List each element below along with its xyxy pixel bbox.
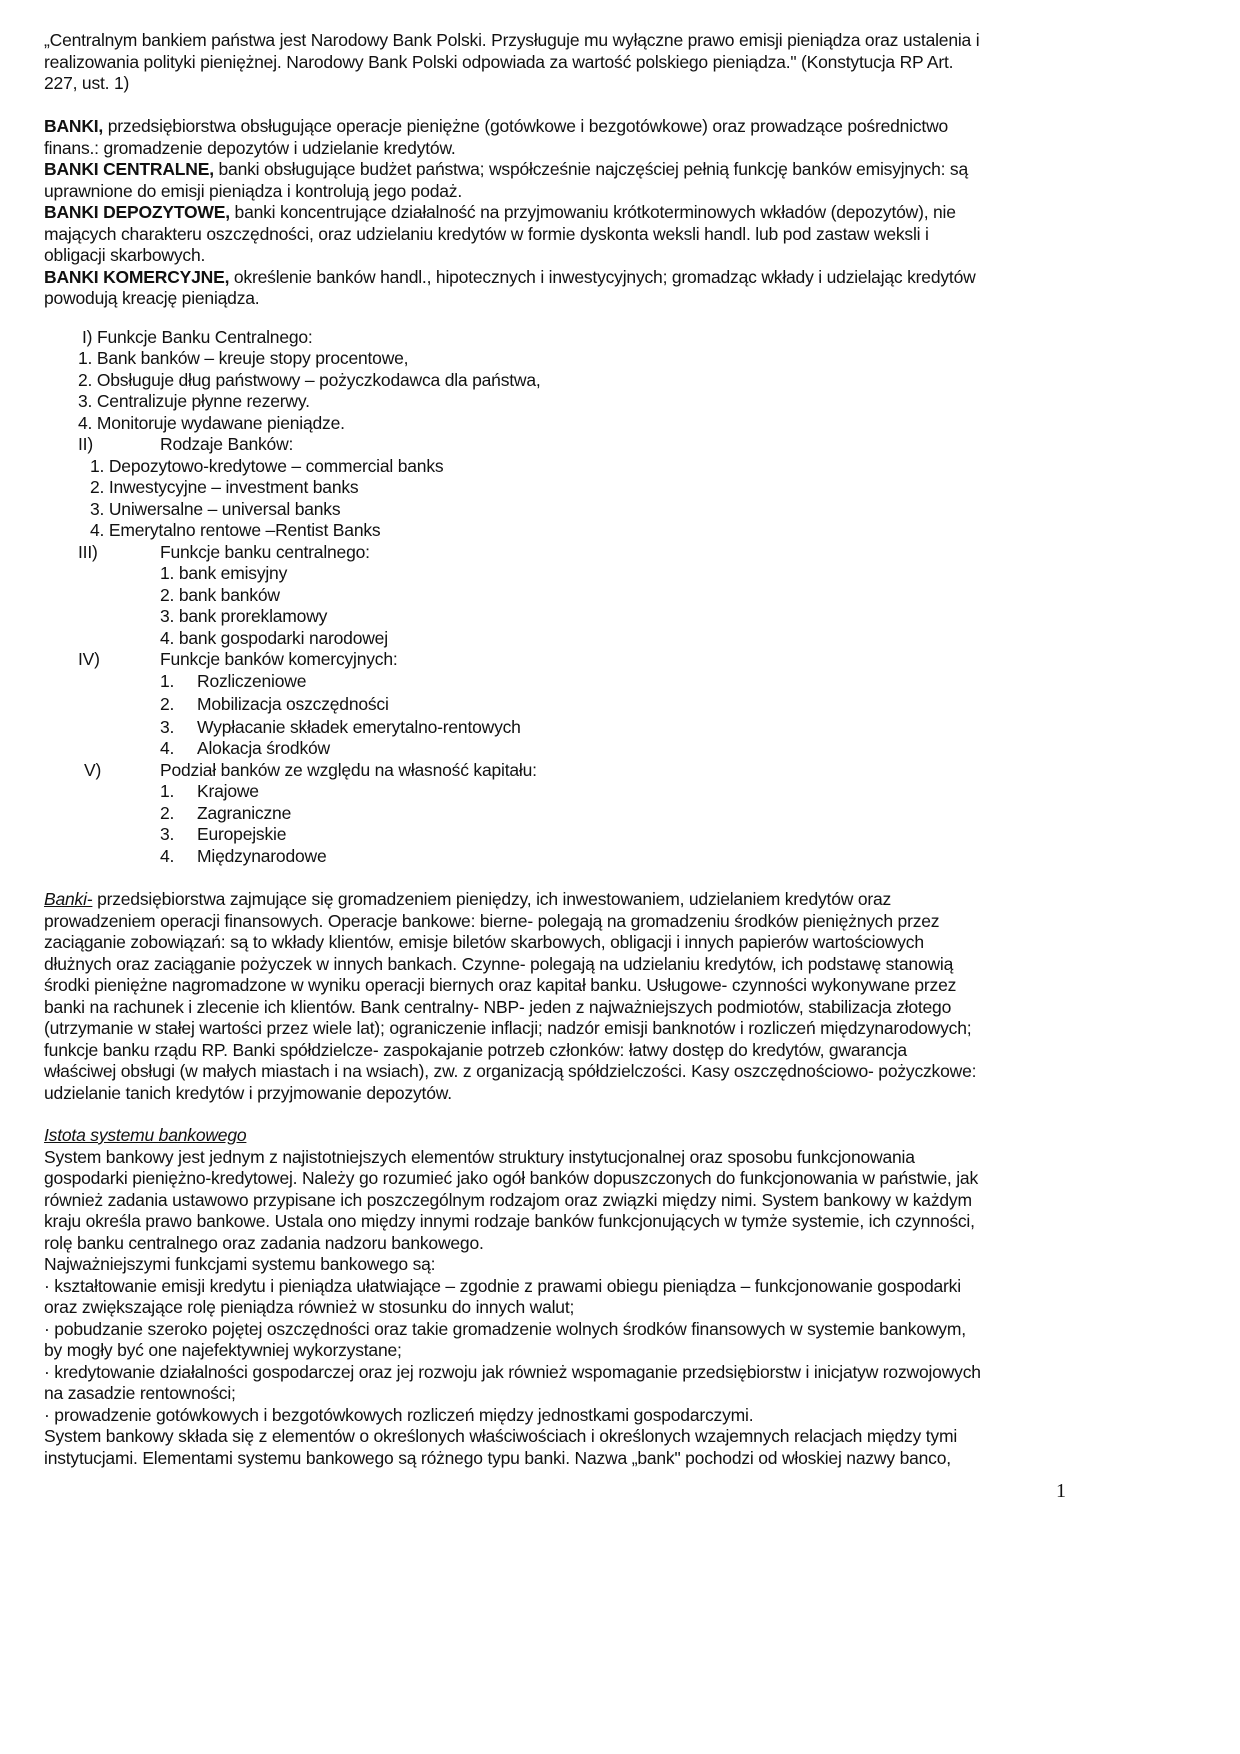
banki-paragraph <box>44 889 1084 1104</box>
list-item: Alokacja środków <box>197 738 330 758</box>
definition-line: finans.: gromadzenie depozytów i udzielanie kredytów. <box>44 137 456 158</box>
section-number: III) <box>78 542 98 562</box>
definition-text: przedsiębiorstwa obsługujące operacje pieniężne (gotówkowe i bezgotówkowe) oraz prowadzące pośrednictwo <box>103 116 949 136</box>
paragraph-line: (utrzymanie w stałej wartości przez wiele lat); ograniczenie inflacji; nadzór emisji banknotów i rozliczeń międzynarodowych; <box>44 1018 972 1038</box>
section-title: Funkcje banku centralnego: <box>160 542 370 562</box>
list-item: 3. bank proreklamowy <box>160 606 328 626</box>
term: BANKI KOMERCYJNE, <box>44 266 230 287</box>
paragraph-line: prowadzeniem operacji finansowych. Operacje bankowe: bierne- polegają na gromadzeniu środków pieniężnych przez <box>44 910 940 931</box>
list-item: Międzynarodowe <box>197 846 327 866</box>
list-item: Mobilizacja oszczędności <box>197 694 389 714</box>
section-number: II) <box>78 434 93 454</box>
paragraph-line: banki na rachunek i zlecenie ich klientów. Bank centralny- NBP- jeden z najważniejszych podmiotów, stabilizacja złotego <box>44 996 952 1017</box>
list-item: 4. bank gospodarki narodowej <box>160 628 388 648</box>
item-number: 1. <box>160 781 175 801</box>
definition-line: uprawnione do emisji pieniądza i kontrolują jego podaż. <box>44 180 463 201</box>
list-item: 3. Uniwersalne – universal banks <box>90 499 341 519</box>
definition-text: określenie banków handl., hipotecznych i inwestycyjnych; gromadząc wkłady i udzielając kredytów <box>229 266 976 287</box>
definition-line: mających charakteru oszczędności, oraz udzielaniu kredytów w formie dyskonta weksli handl. lub pod zastaw weksli i <box>44 223 929 244</box>
paragraph-line: · pobudzanie szeroko pojętej oszczędności oraz takie gromadzenie wolnych środków finansowych w systemie bankowym, <box>44 1318 966 1339</box>
list-item: 3. Centralizuje płynne rezerwy. <box>78 391 310 411</box>
list-item: 4. Monitoruje wydawane pieniądze. <box>78 413 345 433</box>
item-number: 3. <box>160 824 175 844</box>
page-number: 1 <box>1056 1480 1066 1502</box>
paragraph-line: rolę banku centralnego oraz zadania nadzoru bankowego. <box>44 1232 484 1253</box>
definition-text: banki obsługujące budżet państwa; współcześnie najczęściej pełnią funkcję banków emisyjnych: są <box>213 159 969 179</box>
paragraph-line: by mogły być one najefektywniej wykorzystane; <box>44 1340 402 1360</box>
paragraph-line <box>44 889 1084 911</box>
list-item: 1. bank emisyjny <box>160 563 288 583</box>
section-title: Podział banków ze względu na własność kapitału: <box>160 760 537 780</box>
paragraph-line: udzielanie tanich kredytów i przyjmowanie depozytów. <box>44 1082 452 1103</box>
definitions <box>44 116 1084 310</box>
definition-line <box>44 202 1084 224</box>
term: BANKI DEPOZYTOWE, <box>44 202 230 222</box>
paragraph-line: gospodarki pieniężno-kredytowej. Należy go rozumieć jako ogół banków dopuszczonych do funkcjonowania w państwie, jak <box>44 1168 979 1188</box>
list-item: 2. Obsługuje dług państwowy – pożyczkodawca dla państwa, <box>78 370 541 390</box>
quote-line: 227, ust. 1) <box>44 73 130 93</box>
definition-line: obligacji skarbowych. <box>44 245 206 265</box>
list-item: 4. Emerytalno rentowe –Rentist Banks <box>90 520 381 540</box>
list-item: Zagraniczne <box>197 803 292 823</box>
paragraph-line: na zasadzie rentowności; <box>44 1383 236 1403</box>
section-title: Rodzaje Banków: <box>160 434 294 454</box>
paragraph-line: właściwej obsługi (w małych miastach i na wsiach), zw. z organizacją spółdzielczości. Kasy oszczędnościowo- pożyczkowe: <box>44 1061 977 1081</box>
item-number: 3. <box>160 717 175 737</box>
list-item: Rozliczeniowe <box>197 671 307 691</box>
list-item: 1. Bank banków – kreuje stopy procentowe, <box>78 348 409 368</box>
paragraph-line: kraju określa prawo bankowe. Ustala ono między innymi rodzaje banków funkcjonujących w tymże systemie, ich czynności, <box>44 1211 975 1231</box>
istota-section <box>44 1125 1084 1469</box>
list-item: 2. bank banków <box>160 585 280 605</box>
list-item: Krajowe <box>197 781 259 801</box>
paragraph-line: System bankowy składa się z elementów o określonych właściwościach i określonych wzajemnych relacjach między tymi <box>44 1426 958 1446</box>
quote-line: realizowania polityki pieniężnej. Narodowy Bank Polski odpowiada za wartość polskiego pieniądza." (Konstytucja RP Art. <box>44 51 954 72</box>
paragraph-line: · prowadzenie gotówkowych i bezgotówkowych rozliczeń między jednostkami gospodarczymi. <box>44 1404 754 1425</box>
section-heading: Istota systemu bankowego <box>44 1125 247 1145</box>
paragraph-line: System bankowy jest jednym z najistotniejszych elementów struktury instytucjonalnej oraz sposobu funkcjonowania <box>44 1146 915 1167</box>
paragraph-line: również zadania ustawowo przypisane ich poszczególnym rodzajom oraz związki między nimi. System bankowy w każdym <box>44 1189 972 1210</box>
list-item: 2. Inwestycyjne – investment banks <box>90 477 359 497</box>
quote-line: „Centralnym bankiem państwa jest Narodowy Bank Polski. Przysługuje mu wyłączne prawo emisji pieniądza oraz ustalenia i <box>44 30 980 50</box>
paragraph-line: Najważniejszymi funkcjami systemu bankowego są: <box>44 1254 436 1274</box>
item-number: 4. <box>160 738 175 758</box>
item-number: 1. <box>160 671 175 691</box>
list-item: Wypłacanie składek emerytalno-rentowych <box>197 717 521 737</box>
definition-text: banki koncentrujące działalność na przyjmowaniu krótkoterminowych wkładów (depozytów), nie <box>229 202 956 222</box>
paragraph-line: instytucjami. Elementami systemu bankowego są różnego typu banki. Nazwa „bank" pochodzi od włoskiej nazwy banco, <box>44 1447 951 1468</box>
definition-line: powodują kreację pieniądza. <box>44 288 260 308</box>
paragraph-text: przedsiębiorstwa zajmujące się gromadzeniem pieniędzy, ich inwestowaniem, udzielaniem kredytów oraz <box>92 889 892 909</box>
item-number: 2. <box>160 803 175 823</box>
definition-line <box>44 116 1084 138</box>
section-number: IV) <box>78 649 100 669</box>
paragraph-line: oraz zwiększające rolę pieniądza również w stosunku do innych walut; <box>44 1297 575 1317</box>
section-title: Funkcje banków komercyjnych: <box>160 649 398 669</box>
paragraph-line: funkcje banku rządu RP. Banki spółdzielcze- zaspokajanie potrzeb członków: łatwy dostęp do kredytów, gwarancja <box>44 1039 907 1060</box>
definition-line <box>44 267 1084 289</box>
paragraph-line: · kredytowanie działalności gospodarczej oraz jej rozwoju jak również wspomaganie przedsiębiorstw i inicjatyw rozwojowych <box>44 1361 981 1382</box>
constitution-quote <box>44 30 1084 95</box>
term: Banki- <box>44 889 93 909</box>
item-number: 4. <box>160 846 175 866</box>
paragraph-line: zaciąganie zobowiązań: są to wkłady klientów, emisje biletów skarbowych, obligacji i innych papierów wartościowych <box>44 932 924 952</box>
section-title: I) Funkcje Banku Centralnego: <box>82 327 313 347</box>
item-number: 2. <box>160 694 175 714</box>
paragraph-line: środki pieniężne nagromadzone w wyniku operacji biernych oraz kapitał banku. Usługowe- czynności wykonywane przez <box>44 975 957 995</box>
paragraph-line: dłużnych oraz zaciąganie pożyczek w innych bankach. Czynne- polegają na udzielaniu kredytów, ich podstawę stanowią <box>44 953 954 974</box>
definition-line <box>44 159 1084 181</box>
paragraph-line: · kształtowanie emisji kredytu i pieniądza ułatwiające – zgodnie z prawami obiegu pieniądza – funkcjonowanie gospodarki <box>44 1275 961 1296</box>
list-item: Europejskie <box>197 824 287 844</box>
section-number: V) <box>84 760 102 780</box>
term: BANKI CENTRALNE, <box>44 159 214 179</box>
list-item: 1. Depozytowo-kredytowe – commercial banks <box>90 456 444 476</box>
term: BANKI, <box>44 116 104 136</box>
